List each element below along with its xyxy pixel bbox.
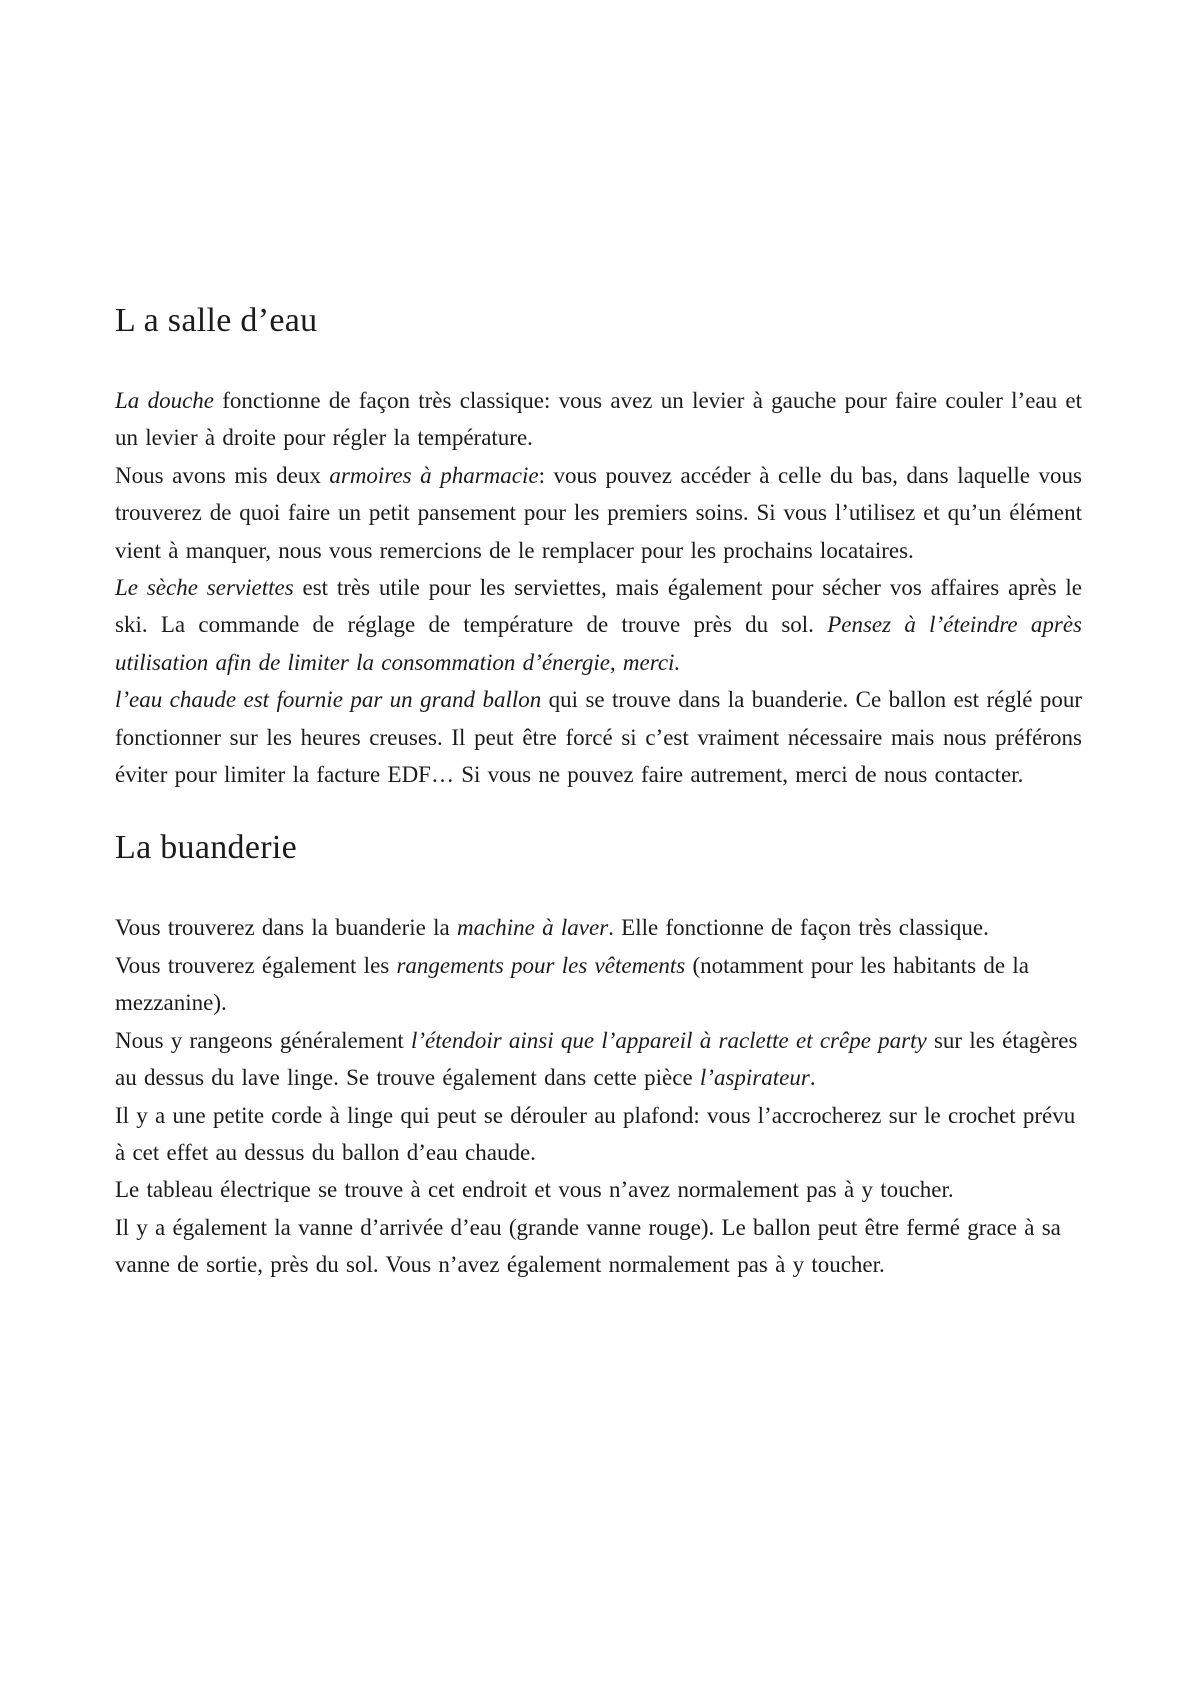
paragraph [115,382,1082,457]
paragraph [115,947,1082,1022]
italic-text: l’étendoir ainsi que l’appareil à raclette et crêpe party [410,1027,927,1053]
body-text: (notamment pour les habitants de la mezzanine). [115,952,1029,1016]
italic-text: l’eau chaude est fournie par un grand ballon [115,687,542,713]
body-text: Le tableau électrique se trouve à cet endroit et vous n’avez normalement pas à y toucher. [115,1177,954,1203]
body-text: Il y a une petite corde à linge qui peut se dérouler au plafond: vous l’accrocherez sur le crochet prévu à cet effet au dessus du ballon d’eau chaude. [115,1102,1076,1165]
section-heading-salle-deau: L a salle d’eau [115,302,318,339]
body-text: : vous pouvez accéder à celle du bas, dans laquelle vous trouverez de quoi faire un petit pansement pour les premiers soins. Si vous l’utilisez et qu’un élément vient à manquer, nous vous remercions de le remplacer pour les prochains locataires. [115,462,1082,563]
document-content [115,300,1082,1284]
body-text: fonctionne de façon très classique: vous avez un levier à gauche pour faire couler l’eau et un levier à droite pour régler la température. [115,388,1082,451]
body-text: sur les étagères au dessus du lave linge. Se trouve également dans cette pièce [115,1027,1078,1091]
paragraph [115,569,1082,681]
paragraph [115,1022,1082,1097]
italic-text: rangements pour les vêtements [396,952,686,978]
italic-text: armoires à pharmacie [329,462,539,488]
paragraph [115,1171,1082,1208]
body-text: qui se trouve dans la buanderie. Ce ballon est réglé pour fonctionner sur les heures creuses. Il peut être forcé si c’est vraiment nécessaire mais nous préférons éviter pour limiter la facture EDF… Si vous ne pouvez faire autrement, merci de nous contacter. [115,687,1082,788]
italic-text: l’aspirateur [699,1065,810,1091]
body-text: Vous trouverez dans la buanderie la [115,915,457,941]
body-text: est très utile pour les serviettes, mais également pour sécher vos affaires après le ski. La commande de réglage de température de trouve près du sol. [115,575,1082,638]
paragraph [115,1209,1082,1284]
italic-text: Le sèche serviettes [115,575,294,601]
body-text: . Elle fonctionne de façon très classique. [608,915,989,941]
section-heading-buanderie: La buanderie [115,829,298,867]
body-text: Nous y rangeons généralement [115,1027,411,1053]
section-salle-deau [115,300,1082,793]
paragraph [115,681,1082,793]
body-text: . [809,1065,816,1091]
body-text: Il y a également la vanne d’arrivée d’eau (grande vanne rouge). Le ballon peut être fermé grace à sa vanne de sortie, près du sol. Vous n’avez également normalement pas à y toucher. [115,1214,1061,1278]
italic-text: La douche [115,388,214,413]
paragraph [115,1097,1082,1172]
paragraph [115,457,1082,569]
body-text: Vous trouverez également les [115,952,397,978]
italic-text: Pensez à l’éteindre après utilisation afin de limiter la consommation d’énergie, merci. [115,612,1083,675]
section-buanderie [115,827,1082,1283]
paragraph [115,909,1082,946]
body-text: Nous avons mis deux [115,462,330,488]
italic-text: machine à laver [456,915,609,941]
